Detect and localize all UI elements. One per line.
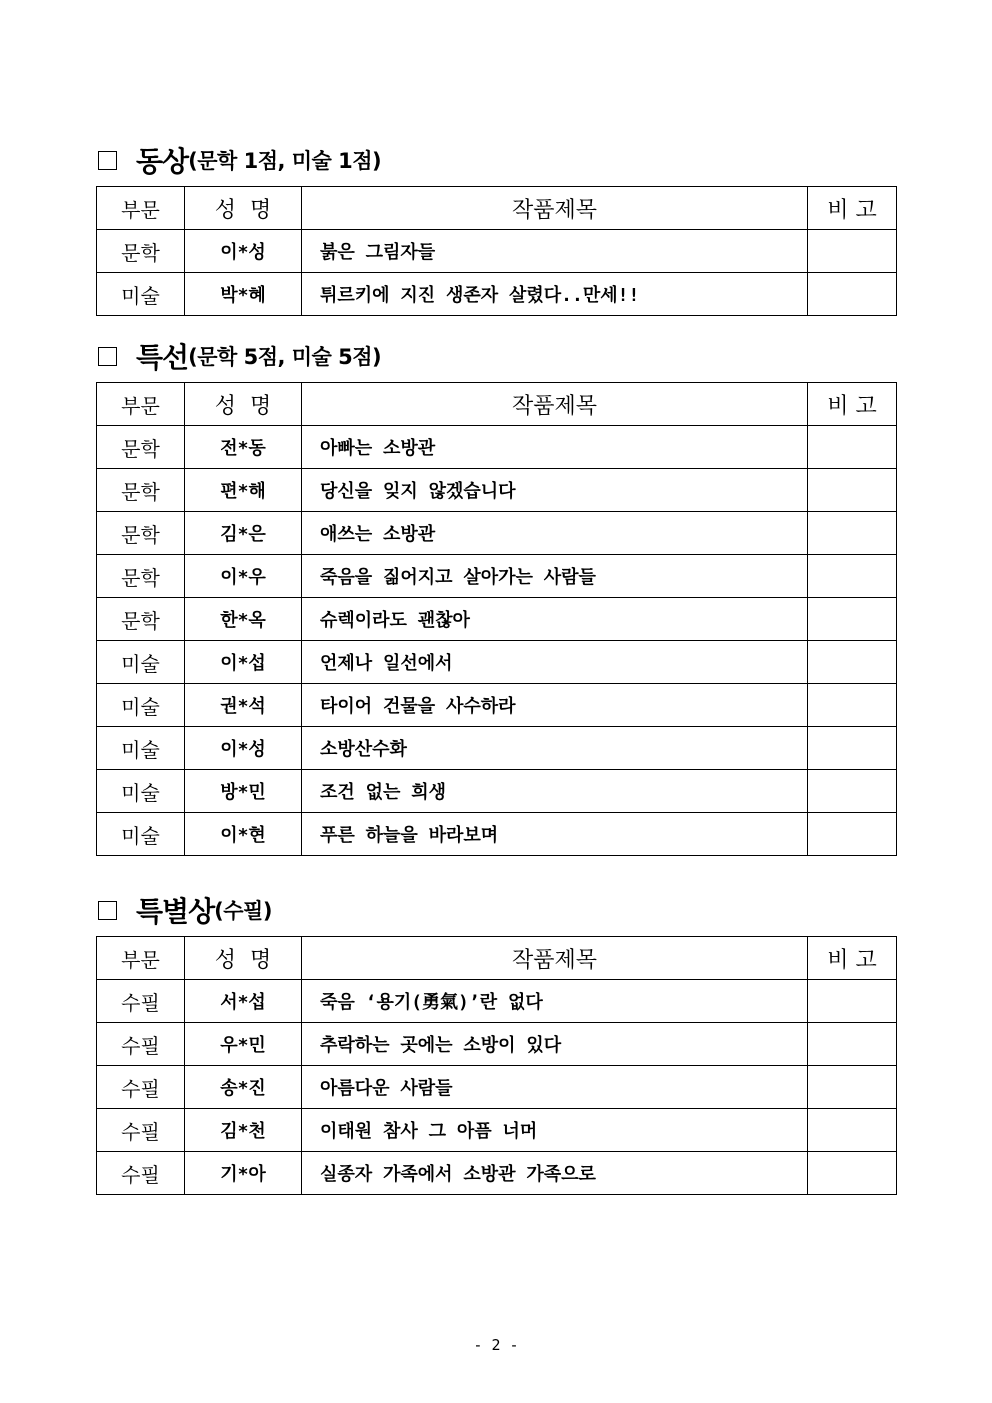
cell-title: 아빠는 소방관 [302, 426, 808, 469]
cell-category: 미술 [97, 770, 185, 813]
cell-category: 문학 [97, 598, 185, 641]
cell-name: 서*섭 [185, 980, 302, 1023]
cell-title: 소방산수화 [302, 727, 808, 770]
cell-category: 미술 [97, 273, 185, 316]
cell-name: 이*성 [185, 230, 302, 273]
header-name: 성 명 [185, 187, 302, 230]
cell-note [808, 555, 897, 598]
cell-category: 미술 [97, 727, 185, 770]
checkbox-icon [98, 901, 117, 920]
header-name: 성 명 [185, 937, 302, 980]
cell-category: 문학 [97, 426, 185, 469]
cell-title: 조건 없는 희생 [302, 770, 808, 813]
header-note: 비 고 [808, 187, 897, 230]
section-subtitle: (수필) [214, 899, 272, 923]
table-header-row [97, 383, 897, 426]
cell-note [808, 684, 897, 727]
table-row [97, 469, 897, 512]
cell-note [808, 469, 897, 512]
table-row [97, 684, 897, 727]
cell-category: 수필 [97, 1152, 185, 1195]
award-table [96, 936, 897, 1195]
cell-note [808, 1109, 897, 1152]
checkbox-icon [98, 347, 117, 366]
table-row [97, 273, 897, 316]
table-row [97, 770, 897, 813]
cell-name: 김*은 [185, 512, 302, 555]
table-row [97, 727, 897, 770]
cell-name: 한*옥 [185, 598, 302, 641]
section-heading [96, 338, 896, 374]
cell-name: 권*석 [185, 684, 302, 727]
cell-category: 수필 [97, 1109, 185, 1152]
cell-note [808, 1152, 897, 1195]
cell-category: 수필 [97, 1023, 185, 1066]
cell-name: 이*성 [185, 727, 302, 770]
award-table [96, 186, 897, 316]
table-row [97, 813, 897, 856]
cell-note [808, 980, 897, 1023]
table-row [97, 1152, 897, 1195]
cell-note [808, 770, 897, 813]
cell-name: 편*해 [185, 469, 302, 512]
cell-category: 문학 [97, 230, 185, 273]
cell-name: 전*동 [185, 426, 302, 469]
header-category: 부문 [97, 383, 185, 426]
cell-title: 푸른 하늘을 바라보며 [302, 813, 808, 856]
cell-title: 아름다운 사람들 [302, 1066, 808, 1109]
cell-name: 기*아 [185, 1152, 302, 1195]
cell-name: 방*민 [185, 770, 302, 813]
cell-category: 수필 [97, 980, 185, 1023]
table-row [97, 1023, 897, 1066]
section-heading [96, 142, 896, 178]
cell-note [808, 512, 897, 555]
cell-category: 미술 [97, 641, 185, 684]
table-row [97, 1109, 897, 1152]
table-row [97, 980, 897, 1023]
cell-category: 수필 [97, 1066, 185, 1109]
cell-note [808, 426, 897, 469]
cell-category: 미술 [97, 813, 185, 856]
header-category: 부문 [97, 937, 185, 980]
cell-name: 이*현 [185, 813, 302, 856]
section-special-award [96, 892, 896, 1195]
section-special-selection [96, 338, 896, 856]
cell-title: 죽음을 짊어지고 살아가는 사람들 [302, 555, 808, 598]
cell-title: 추락하는 곳에는 소방이 있다 [302, 1023, 808, 1066]
cell-category: 문학 [97, 512, 185, 555]
header-name: 성 명 [185, 383, 302, 426]
section-title: 특선 [136, 341, 189, 374]
cell-note [808, 273, 897, 316]
cell-title: 붉은 그림자들 [302, 230, 808, 273]
table-row [97, 426, 897, 469]
page-number: - 2 - [473, 1336, 519, 1354]
cell-note [808, 641, 897, 684]
table-row [97, 598, 897, 641]
cell-title: 애쓰는 소방관 [302, 512, 808, 555]
table-row [97, 555, 897, 598]
header-category: 부문 [97, 187, 185, 230]
header-title: 작품제목 [302, 187, 808, 230]
cell-category: 문학 [97, 555, 185, 598]
award-table [96, 382, 897, 856]
section-subtitle: (문학 5점, 미술 5점) [188, 345, 382, 369]
table-row [97, 641, 897, 684]
cell-note [808, 1066, 897, 1109]
cell-title: 슈렉이라도 괜찮아 [302, 598, 808, 641]
cell-name: 이*섭 [185, 641, 302, 684]
cell-name: 김*천 [185, 1109, 302, 1152]
cell-title: 타이어 건물을 사수하라 [302, 684, 808, 727]
cell-note [808, 598, 897, 641]
header-title: 작품제목 [302, 383, 808, 426]
cell-note [808, 727, 897, 770]
cell-title: 실종자 가족에서 소방관 가족으로 [302, 1152, 808, 1195]
header-note: 비 고 [808, 937, 897, 980]
cell-category: 문학 [97, 469, 185, 512]
section-title: 동상 [136, 145, 189, 178]
table-row [97, 1066, 897, 1109]
table-header-row [97, 187, 897, 230]
cell-title: 언제나 일선에서 [302, 641, 808, 684]
table-row [97, 512, 897, 555]
section-title: 특별상 [136, 895, 215, 928]
section-bronze [96, 142, 896, 316]
cell-name: 박*혜 [185, 273, 302, 316]
header-note: 비 고 [808, 383, 897, 426]
cell-name: 송*진 [185, 1066, 302, 1109]
section-subtitle: (문학 1점, 미술 1점) [188, 149, 382, 173]
cell-note [808, 1023, 897, 1066]
cell-title: 이태원 참사 그 아픔 너머 [302, 1109, 808, 1152]
section-heading [96, 892, 896, 928]
table-row [97, 230, 897, 273]
cell-name: 이*우 [185, 555, 302, 598]
checkbox-icon [98, 151, 117, 170]
cell-title: 죽음 ‘용기(勇氣)’란 없다 [302, 980, 808, 1023]
table-header-row [97, 937, 897, 980]
cell-title: 튀르키에 지진 생존자 살렸다..만세!! [302, 273, 808, 316]
header-title: 작품제목 [302, 937, 808, 980]
cell-category: 미술 [97, 684, 185, 727]
cell-name: 우*민 [185, 1023, 302, 1066]
cell-note [808, 230, 897, 273]
cell-note [808, 813, 897, 856]
cell-title: 당신을 잊지 않겠습니다 [302, 469, 808, 512]
